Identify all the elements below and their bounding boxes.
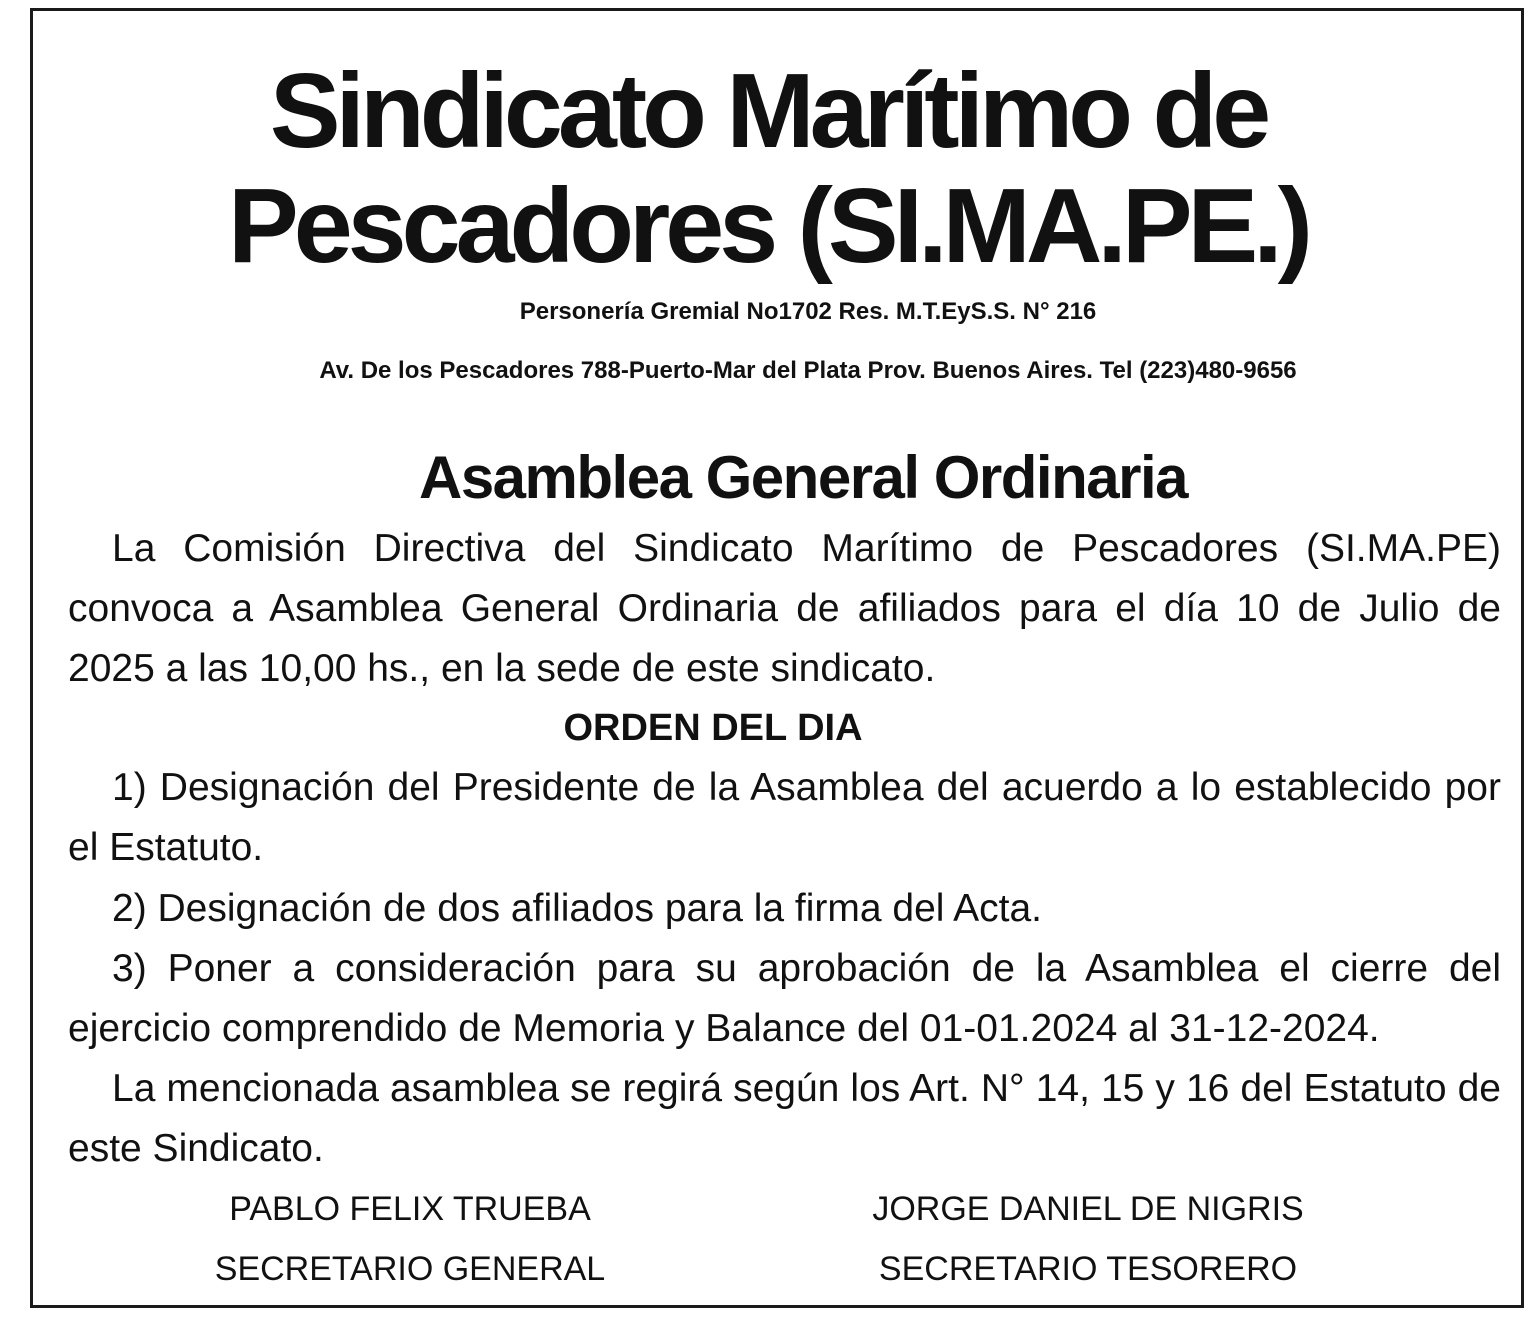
signatory-role-1: SECRETARIO GENERAL <box>214 1250 606 1288</box>
organization-title-line-1: Sindicato Marítimo de <box>269 52 1267 170</box>
address-line: Av. De los Pescadores 788-Puerto-Mar del Plata Prov. Buenos Aires. Tel (223)480-9656 <box>319 357 1297 384</box>
closing-paragraph: La mencionada asamblea se regirá según los Art. N° 14, 15 y 16 del Estatuto de este Sindicato. <box>68 1067 1501 1170</box>
agenda-item-1: 1) Designación del Presidente de la Asamblea del acuerdo a lo establecido por el Estatuto. <box>68 766 1501 869</box>
agenda-item-2: 2) Designación de dos afiliados para la firma del Acta. <box>112 887 1043 930</box>
signatory-name-1: PABLO FELIX TRUEBA <box>229 1190 591 1228</box>
signatory-name-2: JORGE DANIEL DE NIGRIS <box>872 1190 1304 1228</box>
assembly-heading: Asamblea General Ordinaria <box>418 444 1187 511</box>
legal-registration-line: Personería Gremial No1702 Res. M.T.EyS.S. N° 216 <box>519 298 1097 325</box>
organization-title-line-2: Pescadores (SI.MA.PE.) <box>228 167 1308 285</box>
agenda-item-3: 3) Poner a consideración para su aprobación de la Asamblea el cierre del ejercicio comprendido de Memoria y Balance del 01-01.2024 al 31-12-2024. <box>68 947 1501 1050</box>
signatory-role-2: SECRETARIO TESORERO <box>878 1250 1298 1288</box>
intro-paragraph: La Comisión Directiva del Sindicato Marítimo de Pescadores (SI.MA.PE) convoca a Asamblea General Ordinaria de afiliados para el día 10 de Julio de 2025 a las 10,00 hs., en la sede de este sindicato. <box>68 527 1501 690</box>
agenda-title: ORDEN DEL DIA <box>563 707 863 749</box>
